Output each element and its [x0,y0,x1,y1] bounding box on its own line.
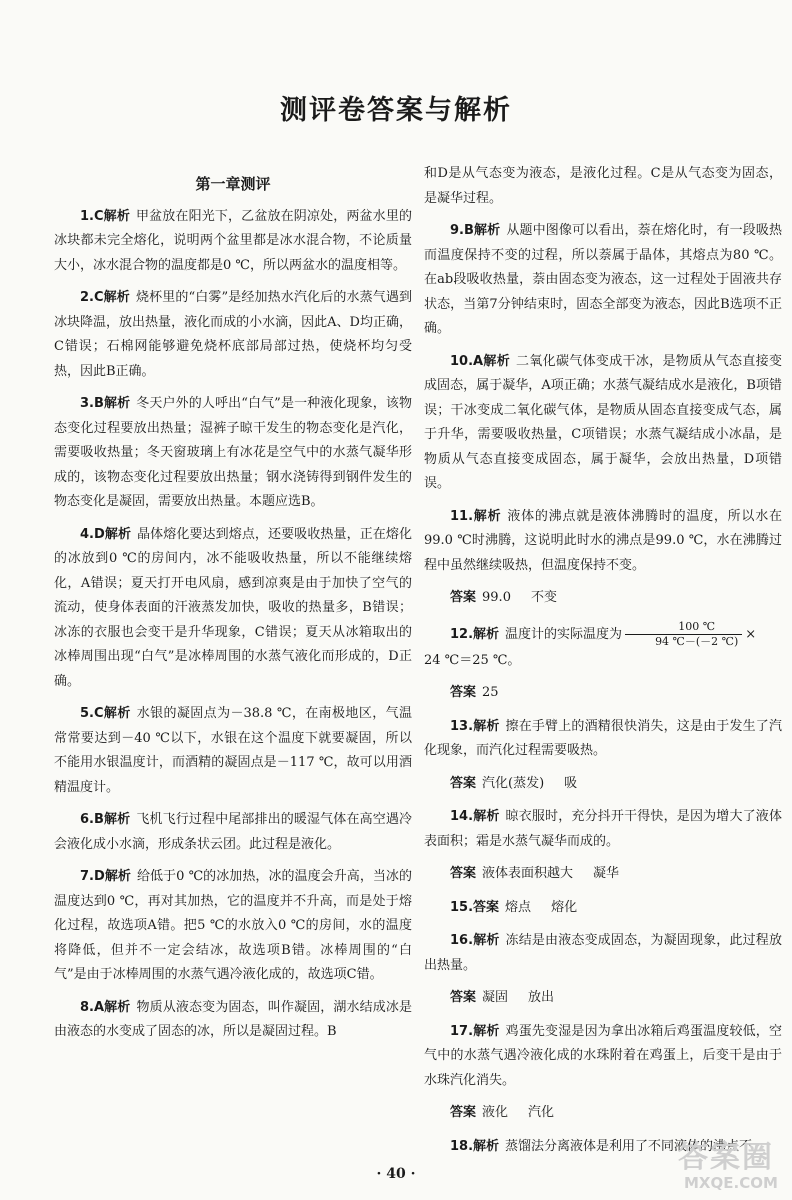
analysis-label: 解析 [103,208,130,224]
question-text: 液体的沸点就是液体沸腾时的温度，所以水在99.0 ℃时沸腾，这说明此时水的沸点是99.0 ℃，水在沸腾过程中虽然继续吸热，但温度保持不变。 [424,508,782,573]
question-text: 蒸馏法分离液体是利用了不同液体的沸点不 [505,1138,753,1154]
question-number: 12. [450,626,474,642]
analysis-label: 解析 [473,718,500,734]
fraction [625,620,742,649]
fraction-numerator: 100 ℃ [625,620,742,635]
analysis-label: 解析 [103,812,131,827]
watermark-url: MXQE.COM [684,1174,778,1192]
question-number: 11. [450,508,474,524]
answer-label: 答案 [450,866,477,881]
analysis-label: 解析 [473,1023,500,1039]
question-17 [424,1020,782,1094]
answer-label: 答案 [450,1105,477,1120]
question-number: 9.B [450,223,474,238]
left-item [54,205,412,279]
left-item [54,392,412,515]
question-number: 10.A [450,353,484,369]
answer-14 [450,862,782,887]
question-text: 冻结是由液态变成固态，为凝固现象，此过程放出热量。 [424,933,782,973]
answer-value: 汽化 [528,1105,555,1120]
right-item [424,219,782,342]
answer-12 [450,681,782,706]
answer-value: 不变 [530,590,557,605]
chapter-heading: 第一章测评 [195,175,271,193]
analysis-label: 解析 [473,223,501,238]
left-item [54,808,412,857]
answer-label: 答案 [450,685,477,700]
answer-13 [450,772,782,797]
question-text: 擦在手臂上的酒精很快消失，这是由于发生了汽化现象，而汽化过程需要吸热。 [424,718,782,758]
answer-value: 放出 [528,990,555,1005]
answer-15 [450,896,782,921]
right-item [424,505,782,579]
answer-label: 答案 [450,590,477,605]
answer-value: 液体表面积越大 [482,866,574,881]
page-title: 测评卷答案与解析 [280,95,512,126]
question-number: 2.C [80,290,104,305]
question-number: 7.D [80,869,105,884]
question-number: 15. [450,899,474,915]
right-item-list [424,219,782,578]
answer-value: 熔化 [551,899,578,915]
answer-label: 答案 [450,990,477,1005]
right-item [424,350,782,497]
answer-17 [450,1101,782,1126]
analysis-label: 解析 [103,396,131,411]
answer-value: 熔点 [505,899,532,915]
question-12 [424,620,782,674]
question-14 [424,805,782,854]
answer-value: 汽化(蒸发) [482,775,545,791]
watermark-text: 答案圈 [678,1140,774,1175]
right-column [424,162,782,1167]
multiply-sign: × [745,626,757,642]
continued-text: 和D是从气态变为液态，是液化过程。C是从气态变为固态，是凝华过程。 [424,166,782,206]
answer-value: 吸 [564,775,578,791]
question-text: 温度计的实际温度为 [505,626,623,642]
left-item [54,702,412,800]
question-text: 晾衣服时，充分抖开干得快，是因为增大了液体表面积；霜是水蒸气凝华而成的。 [424,809,782,849]
question-13 [424,715,782,764]
answer-16 [450,986,782,1011]
question-number: 3.B [80,396,104,411]
left-item-list [54,205,412,1045]
left-item [54,286,412,384]
question-text: 水银的凝固点为－38.8 ℃，在南极地区，气温常常要达到－40 ℃以下，水银在这个温度下就要凝固，所以不能用水银温度计，而酒精的凝固点是－117 ℃，故可以用酒精温度计。 [54,706,412,795]
analysis-label: 解析 [473,809,500,824]
question-number: 13. [450,718,474,734]
question-text: 从题中图像可以看出，萘在熔化时，有一段吸热而温度保持不变的过程，所以萘属于晶体，其熔点为80 ℃。在ab段吸收热量，萘由固态变为液态，这一过程处于固液共存状态，当第7分钟结束时，固态全部变为液态，因此B选项不正确。 [424,223,782,336]
question-text: 甲盆放在阳光下，乙盆放在阴凉处，两盆水里的冰块都未完全熔化，说明两个盆里都是冰水混合物，不论质量大小，冰水混合物的温度都是0 ℃，所以两盆水的温度相等。 [54,208,412,273]
left-item [54,865,412,988]
answer-value: 99.0 [482,590,511,605]
analysis-label: 解析 [103,290,130,305]
analysis-label: 解析 [473,1138,500,1154]
question-text: 晶体熔化要达到熔点，还要吸收热量，正在熔化的冰放到0 ℃的房间内，冰不能吸收热量，所以不能继续熔化，A错误；夏天打开电风扇，感到凉爽是由于加快了空气的流动，使身体表面的汗液蒸发加快，吸收的热量多，B错误；冰冻的衣服也会变干是升华现象，C错误；夏天从冰箱取出的冰棒周围出现“白气”是冰棒周围的水蒸气液化而形成的，D正确。 [54,526,412,689]
question-number: 5.C [80,706,104,721]
answer-label: 答案 [450,775,477,791]
answer-value: 凝固 [482,990,509,1005]
question-number: 1.C [80,208,104,224]
question-number: 8.A [80,999,105,1015]
analysis-label: 解析 [473,626,500,642]
question-number: 16. [450,933,474,948]
analysis-label: 解析 [483,353,511,369]
fraction-denominator: 94 ℃－(－2 ℃) [655,634,739,648]
question-text: 冬天户外的人呼出“白气”是一种液化现象，该物态变化过程要放出热量；湿裤子晾干发生的物态变化是汽化，需要吸收热量；冬天窗玻璃上有冰花是空气中的水蒸气凝华形成的，该物态变化过程要放出热量；钢水浇铸得到钢件发生的物态变化是凝固，需要放出热量。本题应选B。 [54,396,412,509]
analysis-label: 解析 [473,933,500,948]
question-number: 18. [450,1138,474,1154]
question-text: 给低于0 ℃的冰加热，冰的温度会升高，当冰的温度达到0 ℃，再对其加热，它的温度并不升高，而是处于熔化过程，故选项A错。把5 ℃的水放入0 ℃的房间，水的温度将降低，但并不一定会结冰，故选项B错。冰棒周围的“白气”是由于冰棒周围的水蒸气遇冷液化成的，故选项C错。 [54,869,412,982]
watermark-logo [678,1130,792,1200]
question-text: 烧杯里的“白雾”是经加热水汽化后的水蒸气遇到冰块降温，放出热量，液化而成的小水滴，因此A、D均正确，C错误；石棉网能够避免烧杯底部局部过热，使烧杯均匀受热，因此B正确。 [54,290,412,379]
answer-label: 答案 [473,899,500,915]
left-item [54,996,412,1045]
analysis-label: 解析 [103,706,131,721]
analysis-label: 解析 [104,999,131,1015]
analysis-label: 解析 [104,869,131,884]
question-number: 6.B [80,812,104,827]
analysis-label: 解析 [473,508,502,524]
question-number: 4.D [80,526,105,542]
left-item [54,523,412,695]
answer-value: 凝华 [593,866,620,881]
analysis-label: 解析 [104,526,132,542]
question-16 [424,929,782,978]
answer-value: 25 [482,685,499,700]
question-text: 二氧化碳气体变成干冰，是物质从气态直接变成固态，属于凝华，A项正确；水蒸气凝结成水是液化，B项错误；干冰变成二氧化碳气体，是物质从固态直接变成气态，属于升华，需要吸收热量，C项错误；水蒸气凝结成小冰晶，是物质从气态直接变成固态，属于凝华，会放出热量，D项错误。 [424,353,782,491]
question-number: 14. [450,809,474,824]
question-text: 鸡蛋先变湿是因为拿出冰箱后鸡蛋温度较低，空气中的水蒸气遇冷液化成的水珠附着在鸡蛋上，后变干是由于水珠汽化消失。 [424,1023,782,1088]
question-number: 17. [450,1023,474,1039]
answer-11 [450,586,782,611]
answer-value: 液化 [482,1105,509,1120]
question-text: 飞机飞行过程中尾部排出的暖湿气体在高空遇冷会液化成小水滴，形成条状云团。此过程是液化。 [54,812,412,852]
left-column [54,162,412,1053]
question-text: 物质从液态变为固态，叫作凝固，湖水结成冰是由液态的水变成了固态的冰，所以是凝固过程。B [54,999,412,1039]
page-number: · 40 · [376,1166,416,1182]
question-text: 24 ℃＝25 ℃。 [424,652,521,668]
